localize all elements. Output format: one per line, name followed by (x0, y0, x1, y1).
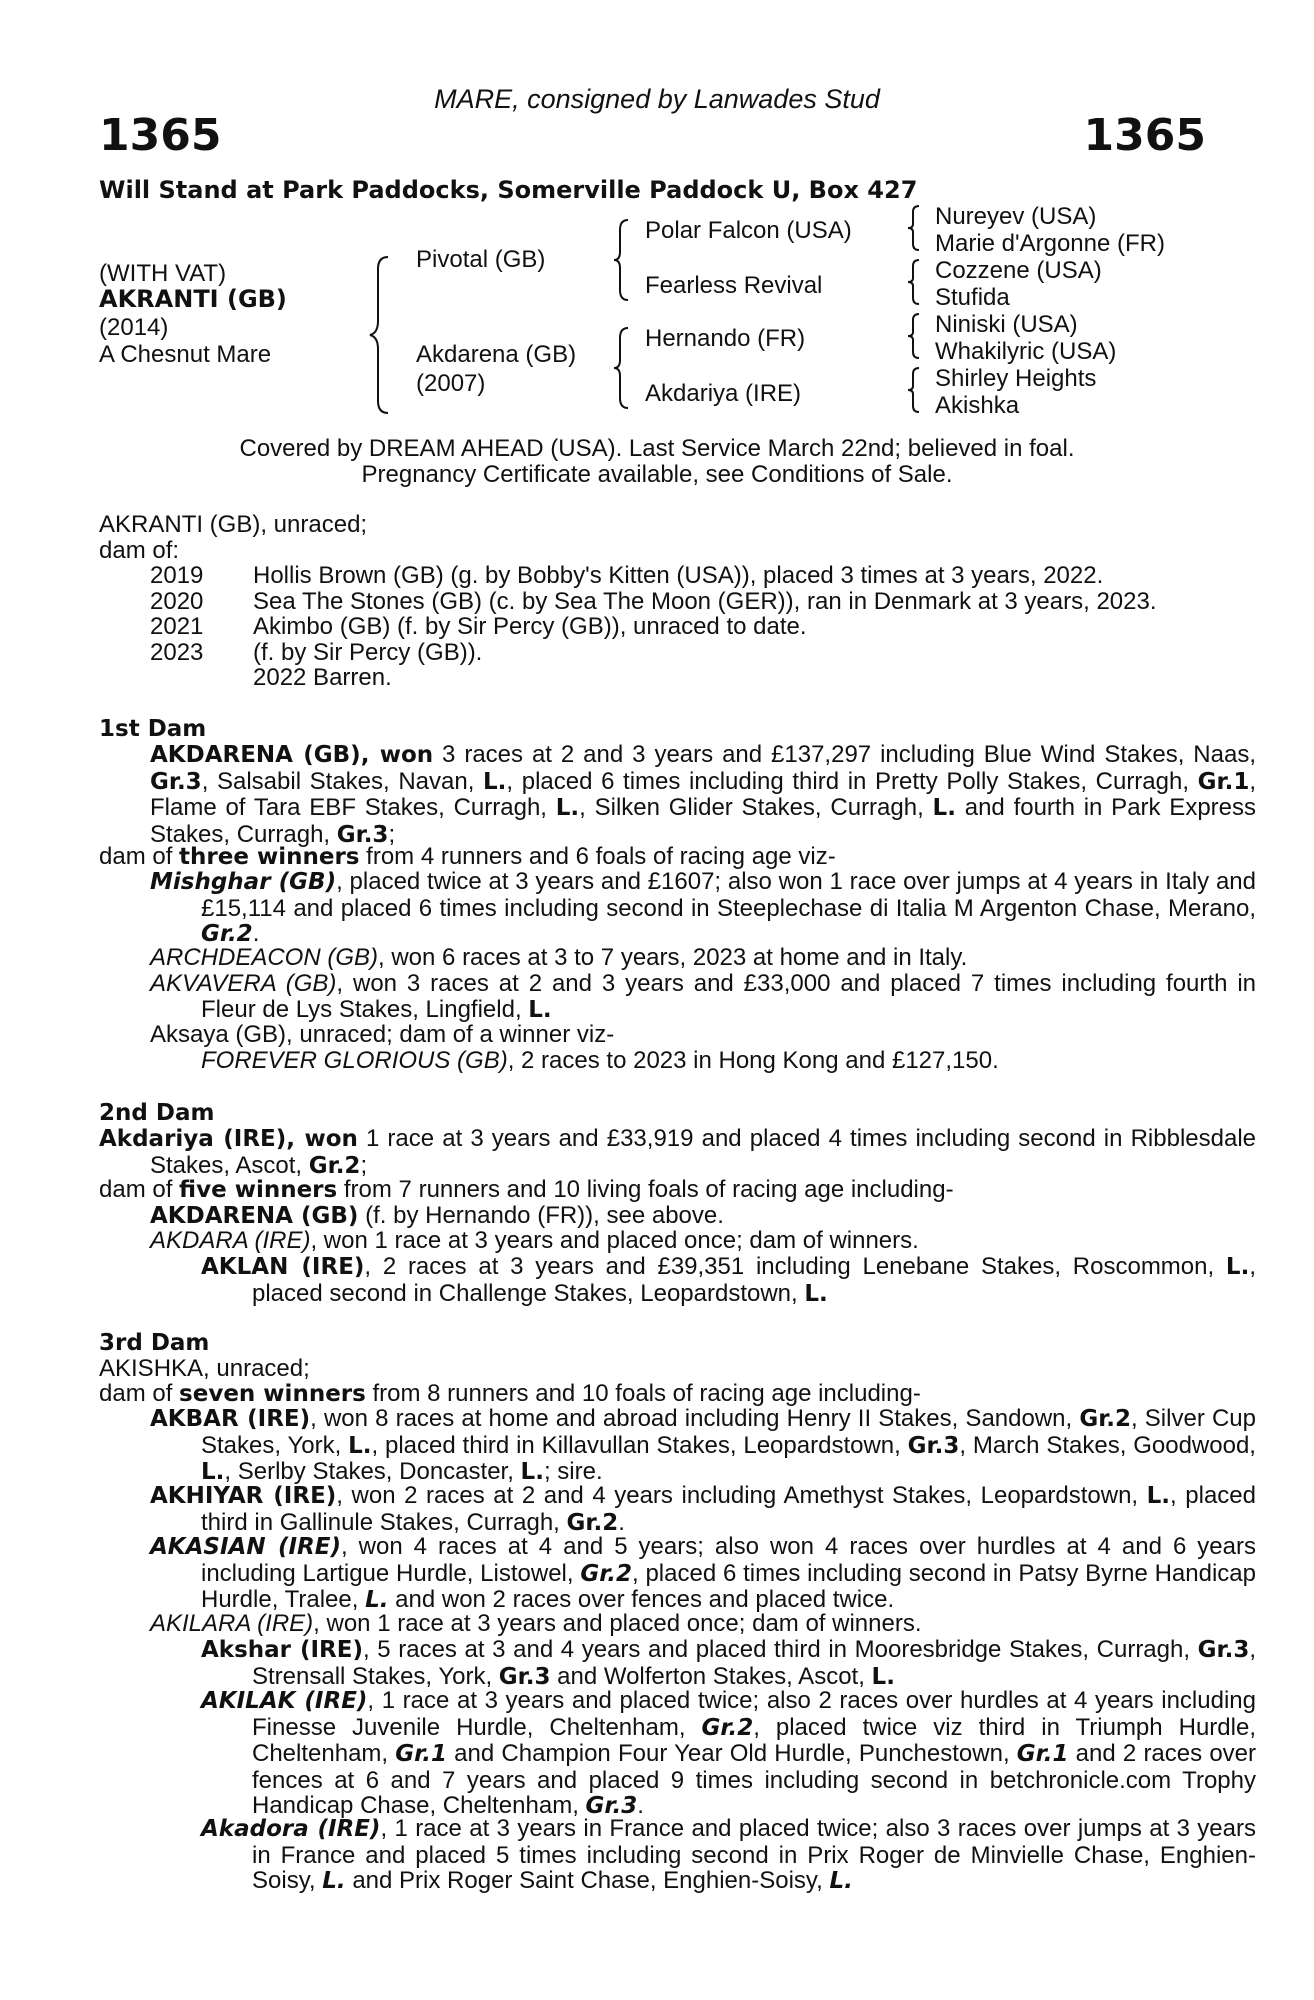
offspring-text: , won 4 races at 4 and 5 years; also won 4 races over hurdles at 4 and 6 years including Lartigue Hurdle, Listowel, (201, 1533, 1256, 1587)
offspring-text: , 2 races to 2023 in Hong Kong and £127,150. (507, 1047, 999, 1074)
offspring-text: and Wolferton Stakes, Ascot, (550, 1662, 872, 1690)
dam3-dam-of (99, 1381, 921, 1408)
ancestor-8: Akishka (935, 392, 1020, 419)
offspring-text: . (252, 920, 260, 948)
offspring-text: , 1 race at 3 years and placed twice; also 2 races over hurdles at 4 years including Finesse Juvenile Hurdle, Cheltenham, (252, 1687, 1256, 1741)
offspring-text: , won 1 race at 3 years and placed once; dam of winners. (313, 1610, 922, 1637)
dam1-record-text: 3 races at 2 and 3 years and £137,297 including Blue Wind Stakes, Naas, (433, 741, 1256, 768)
offspring-text: and Champion Four Year Old Hurdle, Punchestown, (446, 1740, 1017, 1768)
grade-label: Gr.3 (498, 1663, 551, 1690)
lot-number-left: 1365 (99, 110, 222, 161)
dam3-heading: 3rd Dam (99, 1330, 210, 1356)
dam1-record (99, 742, 1256, 848)
covered-line-1: Covered by DREAM AHEAD (USA). Last Service March 22nd; believed in foal. (239, 435, 1075, 462)
offspring-name: FOREVER GLORIOUS (GB) (201, 1047, 508, 1074)
offspring-text: , 5 races at 3 and 4 years and placed third in Mooresbridge Stakes, Curragh, (362, 1636, 1198, 1663)
grade-label: Gr.2 (308, 1152, 361, 1179)
pedigree-brace-g2 (906, 258, 922, 306)
dam1-name: AKDARENA (GB), won (150, 742, 434, 768)
pedigree-brace-main (368, 255, 392, 415)
offspring-text: , placed twice viz third in Triumph Hurdle, Cheltenham, (252, 1713, 1256, 1768)
offspring-name: ARCHDEACON (GB) (150, 944, 379, 971)
offspring-text: , won 6 races at 3 to 7 years, 2023 at home and in Italy. (378, 944, 968, 971)
dam-of-text: from 8 runners and 10 foals of racing age including- (365, 1380, 921, 1407)
produce-text: Sea The Stones (GB) (c. by Sea The Moon (GER)), ran in Denmark at 3 years, 2023. (253, 588, 1157, 615)
dam-of-text: dam of (99, 1176, 180, 1203)
winners-count: five winners (179, 1177, 338, 1203)
offspring-akvavera (150, 971, 1256, 1023)
grade-label: Gr.2 (201, 921, 253, 948)
dam2-heading: 2nd Dam (99, 1100, 215, 1126)
dam-of-text: from 4 runners and 6 foals of racing age viz- (359, 843, 836, 870)
grade-label: L. (348, 1432, 372, 1459)
sire-dam: Fearless Revival (645, 272, 823, 299)
offspring-text: . (618, 1508, 625, 1536)
grade-label: Gr.1 (395, 1741, 447, 1768)
offspring-text: , Serlby Stakes, Doncaster, (224, 1458, 521, 1486)
horse-name: AKRANTI (GB) (99, 285, 287, 313)
grade-label: Gr.1 (1197, 768, 1250, 795)
pedigree-brace-g4 (906, 366, 922, 414)
grade-label: L. (365, 1587, 389, 1614)
offspring-name: AKBAR (IRE) (150, 1406, 311, 1432)
offspring-name: Mishghar (GB) (150, 869, 337, 895)
grade-label: Gr.3 (336, 821, 389, 848)
offspring-text: and 2 races over fences at 6 and 7 years and placed 9 times including second in betchronicle.com Trophy Handicap Chase, Cheltenham, (252, 1740, 1257, 1820)
dam2-record (99, 1126, 1256, 1179)
offspring-text: (f. by Hernando (FR)), see above. (358, 1202, 724, 1229)
grade-label: L. (1146, 1483, 1171, 1509)
offspring-name: AKILAK (IRE) (201, 1688, 368, 1714)
offspring-name: AKDARA (IRE) (150, 1227, 311, 1254)
grade-label: L. (201, 1459, 225, 1486)
grade-label: L. (322, 1868, 346, 1895)
grade-label: L. (528, 996, 552, 1023)
offspring-name: AKVAVERA (GB) (150, 970, 337, 997)
offspring-text: and Prix Roger Saint Chase, Enghien-Soisy, (345, 1867, 830, 1895)
offspring-name: Akadora (IRE) (201, 1816, 381, 1842)
grade-label: Gr.2 (580, 1560, 632, 1587)
produce-text: Akimbo (GB) (f. by Sir Percy (GB)), unraced to date. (253, 613, 807, 640)
grade-label: L. (829, 1868, 853, 1895)
dam2-dam-of (99, 1177, 954, 1204)
dam1-record-text: , placed 6 times including third in Pretty Polly Stakes, Curragh, (506, 767, 1198, 795)
offspring-akadora (201, 1816, 1256, 1895)
offspring-archdeacon (150, 945, 967, 971)
dam-sire: Hernando (FR) (645, 325, 806, 352)
horse-description: A Chesnut Mare (99, 341, 272, 368)
horse-year: (2014) (99, 314, 169, 341)
dam: Akdarena (GB) (416, 341, 577, 368)
grade-label: Gr.3 (150, 768, 202, 795)
produce-intro: AKRANTI (GB), unraced; (99, 511, 368, 538)
sire: Pivotal (GB) (416, 246, 546, 273)
consignment-line: MARE, consigned by Lanwades Stud (434, 84, 880, 114)
offspring-text: , Strensall Stakes, York, (252, 1636, 1256, 1690)
pedigree-brace-g1 (906, 204, 922, 252)
offspring-forever-glorious (201, 1048, 999, 1074)
grade-label: Gr.1 (1016, 1741, 1069, 1768)
covered-line-2: Pregnancy Certificate available, see Conditions of Sale. (361, 461, 953, 488)
grade-label: L. (804, 1280, 828, 1307)
dam2-record-text: ; (360, 1151, 368, 1179)
offspring-text: , placed twice at 3 years and £1607; also won 1 race over jumps at 4 years in Italy and £15,114 and placed 6 times including second in Steeplechase di Italia M Argenton Chase, Merano, (201, 868, 1256, 922)
produce-text: Hollis Brown (GB) (g. by Bobby's Kitten (USA)), placed 3 times at 3 years, 2022. (253, 562, 1104, 589)
offspring-akbar (150, 1406, 1256, 1486)
offspring-name: AKHIYAR (IRE) (150, 1483, 337, 1509)
grade-label: Gr.3 (585, 1793, 638, 1820)
grade-label: Gr.2 (566, 1509, 619, 1536)
produce-barren: 2022 Barren. (253, 664, 392, 691)
offspring-text: , placed second in Challenge Stakes, Leopardstown, (252, 1253, 1256, 1307)
grade-label: L. (483, 768, 507, 795)
grade-label: Gr.3 (907, 1432, 960, 1459)
grade-label: Gr.2 (1079, 1406, 1131, 1432)
offspring-akhiyar (150, 1483, 1256, 1536)
pedigree-brace-sire (612, 218, 632, 302)
ancestor-1: Nureyev (USA) (935, 203, 1097, 230)
winners-count: seven winners (179, 1381, 366, 1407)
grade-label: Gr.2 (701, 1714, 754, 1741)
offspring-name: Akshar (IRE) (201, 1637, 363, 1663)
offspring-akdara (150, 1228, 919, 1254)
produce-year: 2019 (150, 562, 204, 589)
offspring-text: , Silver Cup Stakes, York, (201, 1405, 1256, 1459)
offspring-text: and won 2 races over fences and placed twice. (388, 1586, 895, 1614)
dam1-record-text: , Salsabil Stakes, Navan, (201, 767, 484, 795)
dam-year: (2007) (416, 370, 486, 397)
dam1-dam-of (99, 844, 836, 871)
pedigree-brace-g3 (906, 312, 922, 360)
produce-dam-of: dam of: (99, 537, 180, 564)
offspring-name: AKLAN (IRE) (201, 1254, 365, 1280)
produce-text: (f. by Sir Percy (GB)). (253, 639, 483, 666)
offspring-akilak (201, 1688, 1256, 1820)
dam-dam: Akdariya (IRE) (645, 380, 802, 407)
produce-year: 2020 (150, 588, 204, 615)
stand-location: Will Stand at Park Paddocks, Somerville Paddock U, Box 427 (99, 176, 918, 204)
dam1-record-text: , Flame of Tara EBF Stakes, Curragh, (150, 767, 1257, 822)
offspring-text: , 1 race at 3 years in France and placed twice; also 3 races over jumps at 3 years in France and placed 5 times including second in Prix Roger de Minvielle Chase, Enghien-Soisy, (252, 1815, 1256, 1895)
ancestor-6: Whakilyric (USA) (935, 338, 1117, 365)
grade-label: L. (932, 795, 956, 822)
offspring-akasian (150, 1534, 1256, 1614)
offspring-name: AKASIAN (IRE) (150, 1534, 341, 1560)
dam1-record-text: and fourth in Park Express Stakes, Curragh, (150, 794, 1257, 848)
offspring-name: AKDARENA (GB) (150, 1203, 359, 1229)
offspring-text: , 2 races at 3 years and £39,351 including Lenebane Stakes, Roscommon, (364, 1253, 1226, 1280)
grade-label: L. (871, 1663, 895, 1690)
dam3-name: AKISHKA, unraced; (99, 1355, 310, 1382)
dam-of-text: dam of (99, 843, 180, 870)
ancestor-2: Marie d'Argonne (FR) (935, 230, 1165, 257)
lot-number-right: 1365 (1083, 110, 1206, 161)
pedigree-brace-dam (612, 326, 632, 410)
winners-count: three winners (179, 844, 360, 870)
dam-of-text: from 7 runners and 10 living foals of racing age including- (337, 1176, 954, 1203)
ancestor-7: Shirley Heights (935, 365, 1097, 392)
offspring-text: ; sire. (543, 1458, 603, 1486)
offspring-text: , won 3 races at 2 and 3 years and £33,000 and placed 7 times including fourth in Fleur de Lys Stakes, Lingfield, (201, 970, 1256, 1023)
dam2-name: Akdariya (IRE), won (99, 1126, 358, 1152)
dam2-record-text: 1 race at 3 years and £33,919 and placed 4 times including second in Ribblesdale Stakes, Ascot, (150, 1125, 1256, 1179)
offspring-text: , placed 6 times including second in Patsy Byrne Handicap Hurdle, Tralee, (201, 1559, 1256, 1614)
offspring-akilara (150, 1611, 922, 1637)
grade-label: Gr.3 (1197, 1637, 1250, 1663)
vat-label: (WITH VAT) (99, 260, 227, 287)
offspring-text: , won 8 races at home and abroad including Henry II Stakes, Sandown, (310, 1405, 1080, 1432)
offspring-name: AKILARA (IRE) (150, 1610, 314, 1637)
ancestor-3: Cozzene (USA) (935, 257, 1102, 284)
offspring-text: . (637, 1792, 644, 1820)
dam1-record-text: ; (388, 820, 396, 848)
offspring-aksaya: Aksaya (GB), unraced; dam of a winner viz- (150, 1021, 615, 1048)
dam1-record-text: , Silken Glider Stakes, Curragh, (579, 794, 933, 822)
produce-year: 2023 (150, 639, 204, 666)
offspring-text: , placed third in Gallinule Stakes, Curragh, (201, 1482, 1256, 1536)
dam1-heading: 1st Dam (99, 716, 207, 742)
offspring-aklan (201, 1254, 1256, 1307)
offspring-text: , placed third in Killavullan Stakes, Leopardstown, (371, 1431, 908, 1459)
dam-of-text: dam of (99, 1380, 180, 1407)
grade-label: L. (520, 1459, 544, 1486)
produce-year: 2021 (150, 613, 204, 640)
ancestor-4: Stufida (935, 284, 1010, 311)
grade-label: L. (555, 795, 580, 822)
offspring-text: , March Stakes, Goodwood, (959, 1431, 1256, 1459)
sire-sire: Polar Falcon (USA) (645, 217, 852, 244)
ancestor-5: Niniski (USA) (935, 311, 1078, 338)
offspring-text: , won 2 races at 2 and 4 years including Amethyst Stakes, Leopardstown, (336, 1482, 1147, 1509)
offspring-mishghar (150, 869, 1256, 948)
offspring-text: , won 1 race at 3 years and placed once; dam of winners. (310, 1227, 919, 1254)
grade-label: L. (1225, 1254, 1250, 1280)
offspring-akdarena (150, 1203, 724, 1230)
offspring-akshar (201, 1637, 1256, 1690)
